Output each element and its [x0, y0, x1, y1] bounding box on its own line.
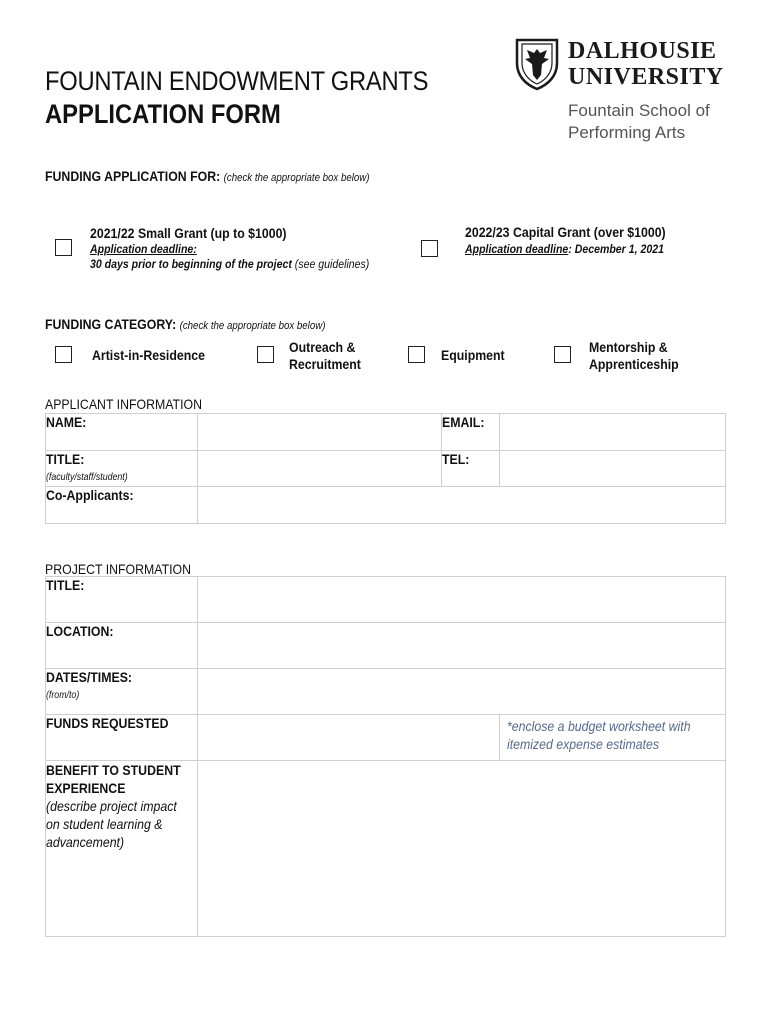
category-outreach-checkbox[interactable] — [257, 346, 274, 363]
project-dates-label: DATES/TIMES: (from/to) — [46, 669, 198, 715]
school-name: Fountain School of Performing Arts — [568, 101, 710, 142]
form-title-line1: FOUNTAIN ENDOWMENT GRANTS — [45, 66, 429, 96]
tel-label: TEL: — [442, 451, 500, 487]
email-label: EMAIL: — [442, 414, 500, 451]
category-outreach-label: Outreach & Recruitment — [289, 339, 361, 372]
capital-grant-checkbox[interactable] — [421, 240, 438, 257]
category-equipment-checkbox[interactable] — [408, 346, 425, 363]
category-artist-label: Artist-in-Residence — [92, 347, 205, 363]
tel-field[interactable] — [500, 451, 726, 487]
benefit-label: BENEFIT TO STUDENT EXPERIENCE (describe project impact on student learning & advancement) — [46, 761, 198, 937]
funding-for-heading: FUNDING APPLICATION FOR: (check the appropriate box below) — [45, 168, 370, 184]
name-label: NAME: — [46, 414, 198, 451]
coapplicants-label: Co-Applicants: — [46, 487, 198, 524]
email-field[interactable] — [500, 414, 726, 451]
capital-grant-option: 2022/23 Capital Grant (over $1000) Application deadline: December 1, 2021 — [465, 224, 666, 256]
funds-requested-label: FUNDS REQUESTED — [46, 715, 198, 761]
funds-requested-field[interactable] — [198, 715, 500, 761]
category-equipment-label: Equipment — [441, 347, 505, 363]
dalhousie-crest-icon — [514, 37, 560, 91]
benefit-field[interactable] — [198, 761, 726, 937]
funds-note: *enclose a budget worksheet with itemized expense estimates — [500, 715, 726, 761]
project-dates-field[interactable] — [198, 669, 726, 715]
university-logo-name: DALHOUSIE UNIVERSITY — [568, 38, 724, 90]
project-title-field[interactable] — [198, 577, 726, 623]
funding-category-heading: FUNDING CATEGORY: (check the appropriate box below) — [45, 316, 326, 332]
applicant-section-title: APPLICANT INFORMATION — [45, 396, 202, 412]
project-section-title: PROJECT INFORMATION — [45, 561, 192, 577]
category-mentorship-checkbox[interactable] — [554, 346, 571, 363]
name-field[interactable] — [198, 414, 442, 451]
category-mentorship-label: Mentorship & Apprenticeship — [589, 339, 679, 372]
project-table — [45, 576, 726, 937]
coapplicants-field[interactable] — [198, 487, 726, 524]
small-grant-checkbox[interactable] — [55, 239, 72, 256]
category-artist-checkbox[interactable] — [55, 346, 72, 363]
small-grant-option: 2021/22 Small Grant (up to $1000) Application deadline: 30 days prior to beginning of the project (see guidelines) — [90, 225, 370, 271]
form-title-line2: APPLICATION FORM — [45, 99, 281, 129]
project-location-label: LOCATION: — [46, 623, 198, 669]
applicant-table — [45, 413, 726, 524]
title-label: TITLE: (faculty/staff/student) — [46, 451, 198, 487]
project-title-label: TITLE: — [46, 577, 198, 623]
title-field[interactable] — [198, 451, 442, 487]
project-location-field[interactable] — [198, 623, 726, 669]
